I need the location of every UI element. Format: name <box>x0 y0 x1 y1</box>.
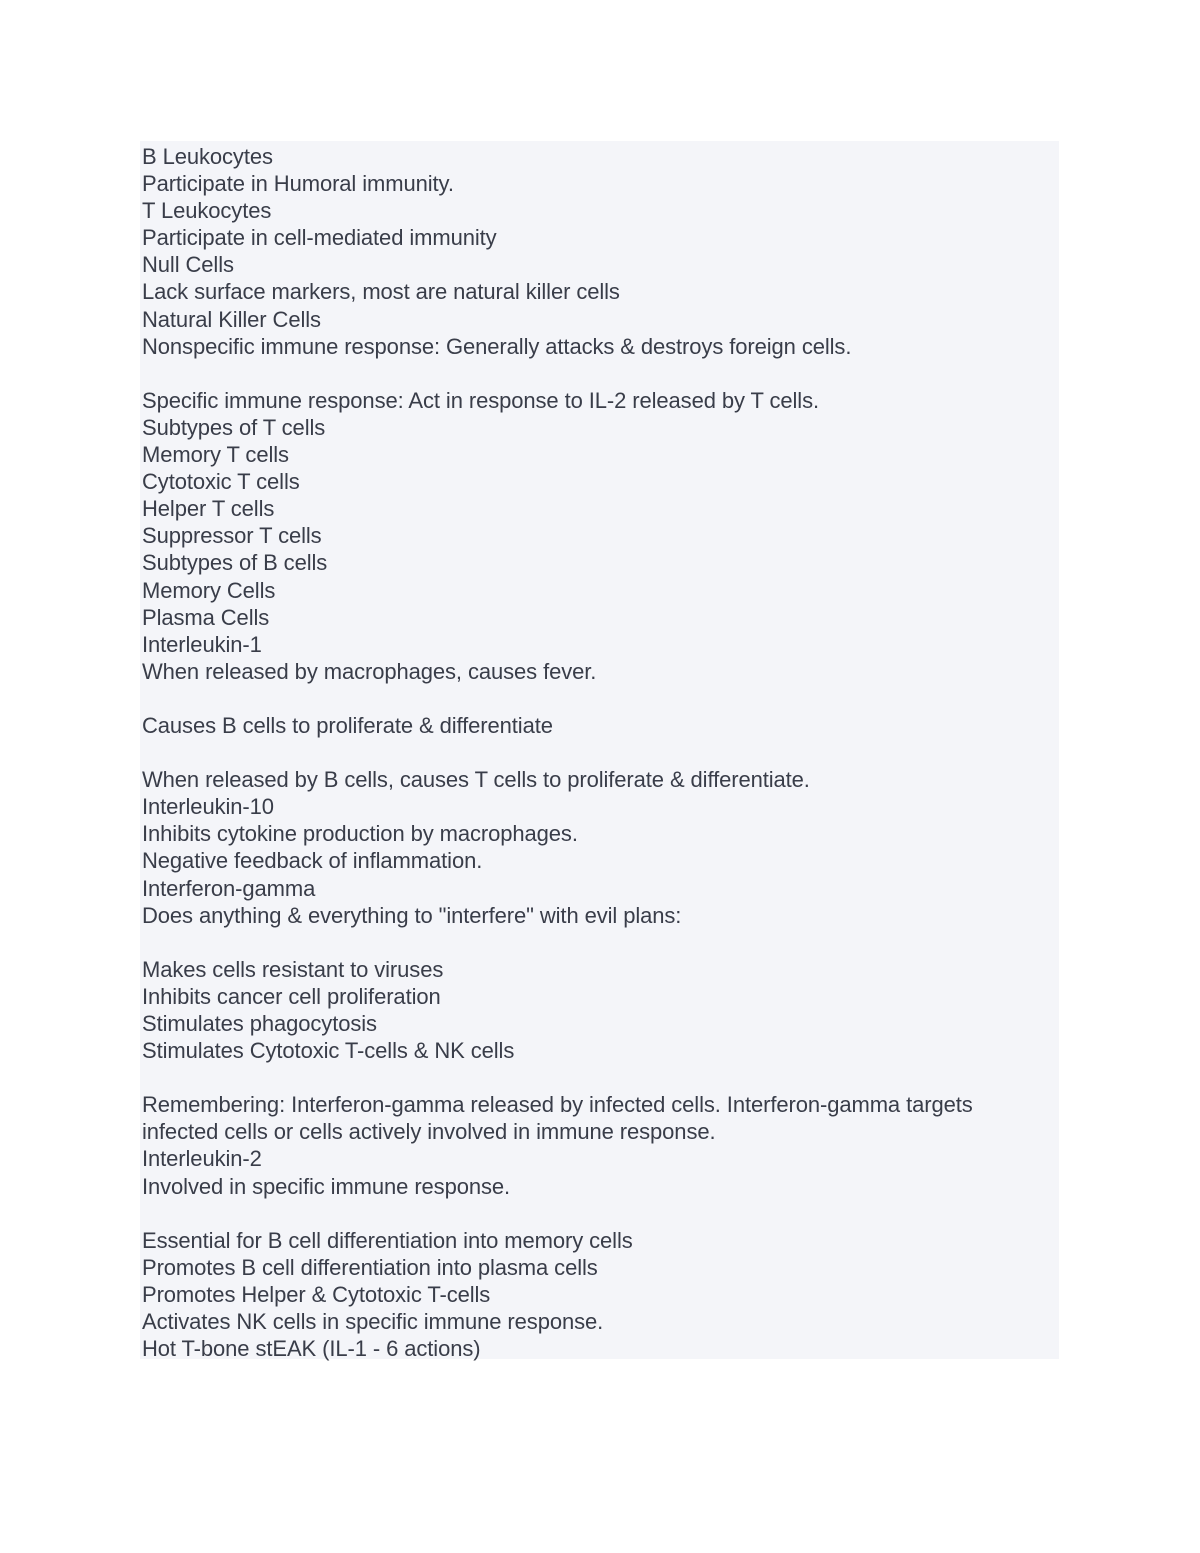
blank-line <box>142 1064 1059 1091</box>
text-line: Negative feedback of inflammation. <box>142 848 483 874</box>
text-line: When released by macrophages, causes fever. <box>142 658 597 684</box>
text-line: Null Cells <box>142 252 234 278</box>
text-line: Cytotoxic T cells <box>142 469 300 495</box>
text-line: Makes cells resistant to viruses <box>142 956 444 982</box>
text-line: Interleukin-1 <box>142 631 262 657</box>
text-line: Activates NK cells in specific immune response. <box>142 1309 604 1335</box>
text-line: When released by B cells, causes T cells to proliferate & differentiate. <box>142 767 810 793</box>
text-line: Helper T cells <box>142 496 275 522</box>
blank-line <box>142 1200 1059 1227</box>
text-line: infected cells or cells actively involved in immune response. <box>142 1119 716 1145</box>
text-line: Essential for B cell differentiation into memory cells <box>142 1227 633 1253</box>
text-line: Subtypes of T cells <box>142 414 326 440</box>
text-line: Nonspecific immune response: Generally attacks & destroys foreign cells. <box>142 333 852 359</box>
blank-line <box>142 685 1059 712</box>
text-line: Interleukin-2 <box>142 1146 262 1172</box>
text-line: Participate in Humoral immunity. <box>142 171 454 197</box>
text-line: Lack surface markers, most are natural killer cells <box>142 279 620 305</box>
text-line: Stimulates Cytotoxic T-cells & NK cells <box>142 1038 515 1064</box>
document-text-block <box>140 141 1059 1362</box>
text-line: Remembering: Interferon-gamma released by infected cells. Interferon-gamma targets <box>142 1092 973 1118</box>
text-line: Participate in cell-mediated immunity <box>142 225 497 251</box>
text-line: Interferon-gamma <box>142 875 316 901</box>
text-line: Inhibits cytokine production by macrophages. <box>142 821 578 847</box>
blank-line <box>142 360 1059 387</box>
text-line: Interleukin-10 <box>142 794 274 820</box>
text-line: T Leukocytes <box>142 198 272 224</box>
text-line: Stimulates phagocytosis <box>142 1011 377 1036</box>
text-line: Natural Killer Cells <box>142 306 321 332</box>
text-line: Suppressor T cells <box>142 523 322 549</box>
text-line: Plasma Cells <box>142 604 270 630</box>
text-line: Involved in specific immune response. <box>142 1173 511 1199</box>
text-line: Causes B cells to proliferate & differentiate <box>142 712 553 738</box>
text-line: Subtypes of B cells <box>142 550 328 576</box>
text-line: Promotes B cell differentiation into plasma cells <box>142 1254 598 1280</box>
text-line: Memory T cells <box>142 442 289 468</box>
text-line: Specific immune response: Act in response to IL-2 released by T cells. <box>142 387 819 413</box>
blank-line <box>142 739 1059 766</box>
text-line: Does anything & everything to "interfere" with evil plans: <box>142 902 682 928</box>
text-line: Inhibits cancer cell proliferation <box>142 983 441 1009</box>
text-line: B Leukocytes <box>142 144 273 169</box>
text-line: Promotes Helper & Cytotoxic T-cells <box>142 1281 491 1307</box>
text-line: Hot T-bone stEAK (IL-1 - 6 actions) <box>142 1336 481 1362</box>
text-line: Memory Cells <box>142 577 276 603</box>
blank-line <box>142 929 1059 956</box>
